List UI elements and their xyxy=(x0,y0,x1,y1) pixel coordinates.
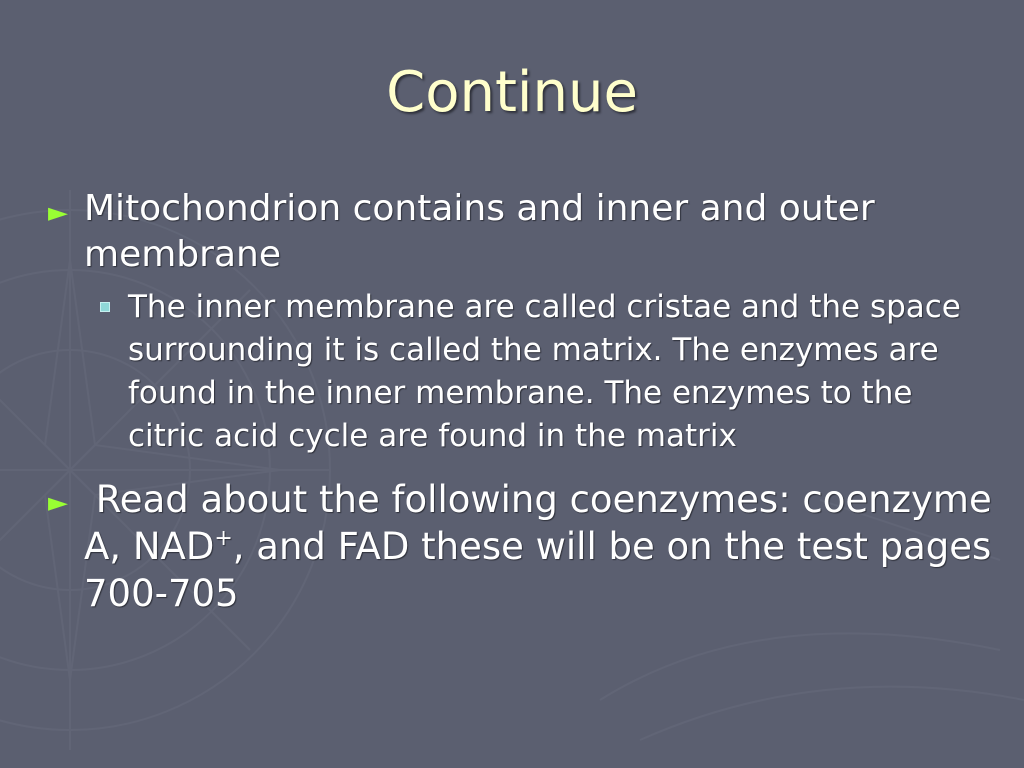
bullet-text-part2: , and FAD these will be on the test pages 700-705 xyxy=(84,525,992,615)
bullet-text: Mitochondrion contains and inner and outer membrane xyxy=(84,188,875,275)
slide-body xyxy=(48,186,1004,625)
bullet-text-part1: Read about the following coenzymes: coenzyme A, NAD xyxy=(84,478,1004,568)
bullet-item xyxy=(48,186,998,278)
superscript-plus: + xyxy=(214,526,233,551)
square-bullet-icon xyxy=(100,302,110,312)
arrow-bullet-icon: ► xyxy=(48,488,68,518)
sub-bullet-item xyxy=(48,286,998,458)
bullet-item xyxy=(48,476,1004,617)
sub-bullet-text: The inner membrane are called cristae and the space surrounding it is called the matrix. The enzymes are found in the inner membrane. The enzymes to the citric acid cycle are found in the matrix xyxy=(128,289,961,454)
slide-title: Continue xyxy=(386,60,638,125)
arrow-bullet-icon: ► xyxy=(48,198,68,228)
